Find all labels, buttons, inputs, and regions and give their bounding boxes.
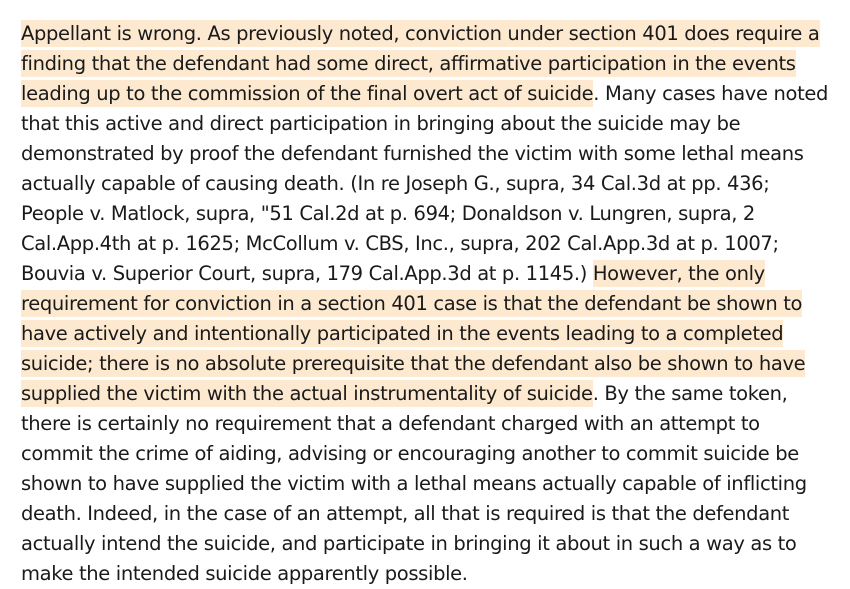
legal-opinion-paragraph (21, 19, 834, 589)
plain-passage-2: . By the same token, there is certainly no requirement that a defendant charged with an attempt to commit the crime of aiding, advising or encouraging another to commit suicide be shown to have supplied the victim with a lethal means actually capable of inflicting death. Indeed, in the case of an attempt, all that is required is that the defendant actually intend the suicide, and participate in bringing it about in such a way as to make the intended suicide apparently possible. (21, 382, 807, 585)
highlighted-passage-1[interactable]: Appellant is wrong. As previously noted, conviction under section 401 does require a finding that the defendant had some direct, affirmative participation in the events leading up to the commission of the final overt act of suicide (21, 22, 820, 105)
highlighted-passage-2[interactable]: However, the only requirement for conviction in a section 401 case is that the defendant be shown to have actively and intentionally participated in the events leading to a completed suicide; there is no absolute prerequisite that the defendant also be shown to have supplied the victim with the actual instrumentality of suicide (21, 262, 806, 405)
plain-passage-1: . Many cases have noted that this active and direct participation in bringing about the suicide may be demonstrated by proof the defendant furnished the victim with some lethal means actually capable of causing death. (In re Joseph G., supra, 34 Cal.3d at pp. 436; People v. Matlock, supra, "51 Cal.2d at p. 694; Donaldson v. Lungren, supra, 2 Cal.App.4th at p. 1625; McCollum v. CBS, Inc., supra, 202 Cal.App.3d at p. 1007; Bouvia v. Superior Court, supra, 179 Cal.App.3d at p. 1145.) (21, 82, 829, 285)
